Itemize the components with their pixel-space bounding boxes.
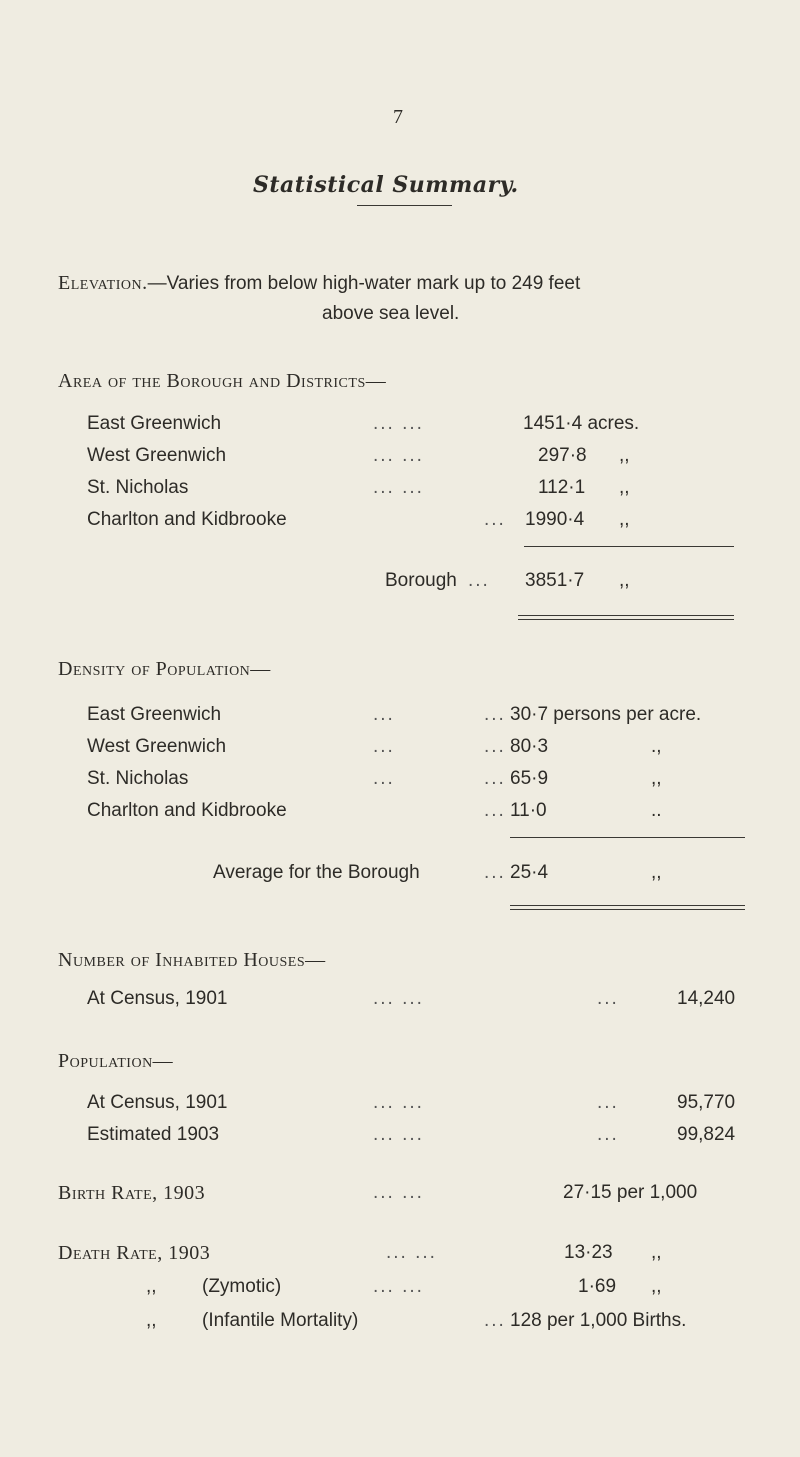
leader-dots: ... ... xyxy=(373,988,424,1009)
leader-dots: ... ... xyxy=(373,1092,424,1113)
ditto-mark: ,, xyxy=(651,1242,662,1263)
area-row-name: East Greenwich xyxy=(87,413,222,434)
death-rate-label: Death Rate, 1903 xyxy=(58,1242,211,1264)
ditto-mark: ,, xyxy=(619,477,630,498)
death-rate-row-name: (Zymotic) xyxy=(202,1276,282,1297)
area-row-name: Charlton and Kidbrooke xyxy=(87,509,287,530)
leader-dots: ... xyxy=(484,1310,506,1331)
title-rule xyxy=(357,205,452,206)
birth-rate-label: Birth Rate, 1903 xyxy=(58,1182,206,1204)
ditto-mark: .. xyxy=(651,800,662,821)
area-row-value: 297·8 xyxy=(538,445,587,466)
leader-dots: ... ... xyxy=(373,1182,424,1203)
leader-dots: ... xyxy=(597,1124,619,1145)
leader-dots: ... xyxy=(597,988,619,1009)
elevation-label: Elevation. xyxy=(58,272,148,294)
death-rate-row-value: 1·69 xyxy=(578,1276,617,1297)
density-total-name: Average for the Borough xyxy=(213,862,420,883)
density-row-name: St. Nicholas xyxy=(87,768,189,789)
density-row-name: West Greenwich xyxy=(87,736,227,757)
area-row-name: West Greenwich xyxy=(87,445,227,466)
leader-dots: ... xyxy=(373,736,395,757)
population-row-value: 99,824 xyxy=(677,1124,736,1145)
leader-dots: ... ... xyxy=(373,477,424,498)
leader-dots: ... xyxy=(484,768,506,789)
ditto-mark: ,, xyxy=(619,509,630,530)
houses-row-name: At Census, 1901 xyxy=(87,988,228,1009)
total-double-rule xyxy=(518,619,734,620)
population-row-value: 95,770 xyxy=(677,1092,736,1113)
subtotal-rule xyxy=(524,546,734,547)
area-total-value: 3851·7 xyxy=(525,570,585,591)
area-total-name: Borough xyxy=(385,570,457,591)
leader-dots: ... ... xyxy=(373,1276,424,1297)
density-total-value: 25·4 xyxy=(510,862,549,883)
area-row-value: 1451·4 acres. xyxy=(523,413,640,434)
page-number: 7 xyxy=(393,106,403,128)
area-row-value: 1990·4 xyxy=(525,509,585,530)
leader-dots: ... xyxy=(373,704,395,725)
ditto-mark: ,, xyxy=(619,445,630,466)
leader-dots: ... xyxy=(484,704,506,725)
birth-rate-value: 27·15 per 1,000 xyxy=(563,1182,698,1203)
leader-dots: ... xyxy=(484,800,506,821)
ditto-mark: ,, xyxy=(619,570,630,591)
death-rate-value: 13·23 xyxy=(564,1242,613,1263)
leader-dots: ... ... xyxy=(373,413,424,434)
area-row-name: St. Nicholas xyxy=(87,477,189,498)
ditto-mark: ,, xyxy=(651,862,662,883)
houses-row-value: 14,240 xyxy=(677,988,736,1009)
subtotal-rule xyxy=(510,837,745,838)
ditto-mark: ,, xyxy=(146,1276,157,1297)
page-title: Statistical Summary. xyxy=(253,172,519,198)
area-heading: Area of the Borough and Districts— xyxy=(58,370,387,392)
leader-dots: ... ... xyxy=(373,1124,424,1145)
leader-dots: ... xyxy=(484,736,506,757)
elevation-text: —Varies from below high-water mark up to 249 feet xyxy=(147,273,581,294)
death-rate-row-value: 128 per 1,000 Births. xyxy=(510,1310,687,1331)
leader-dots: ... xyxy=(484,862,506,883)
density-row-name: East Greenwich xyxy=(87,704,222,725)
density-row-value: 65·9 xyxy=(510,768,549,789)
ditto-mark: ,, xyxy=(651,768,662,789)
density-row-value: 11·0 xyxy=(510,800,547,821)
leader-dots: ... xyxy=(597,1092,619,1113)
ditto-mark: ,, xyxy=(651,1276,662,1297)
ditto-mark: ,, xyxy=(146,1310,157,1331)
density-row-name: Charlton and Kidbrooke xyxy=(87,800,287,821)
density-row-value: 30·7 persons per acre. xyxy=(510,704,702,725)
density-row-value: 80·3 xyxy=(510,736,549,757)
leader-dots: ... xyxy=(484,509,506,530)
death-rate-row-name: (Infantile Mortality) xyxy=(202,1310,359,1331)
total-double-rule xyxy=(510,909,745,910)
houses-heading: Number of Inhabited Houses— xyxy=(58,949,326,971)
leader-dots: ... ... xyxy=(373,445,424,466)
population-row-name: At Census, 1901 xyxy=(87,1092,228,1113)
elevation-line1 xyxy=(58,272,580,295)
population-heading: Population— xyxy=(58,1050,174,1072)
total-double-rule xyxy=(510,905,745,906)
leader-dots: ... xyxy=(468,570,490,591)
leader-dots: ... ... xyxy=(386,1242,437,1263)
leader-dots: ... xyxy=(373,768,395,789)
ditto-mark: ., xyxy=(651,736,662,757)
density-heading: Density of Population— xyxy=(58,658,271,680)
population-row-name: Estimated 1903 xyxy=(87,1124,220,1145)
elevation-line2: above sea level. xyxy=(322,303,460,324)
total-double-rule xyxy=(518,615,734,616)
area-row-value: 112·1 xyxy=(538,477,586,498)
